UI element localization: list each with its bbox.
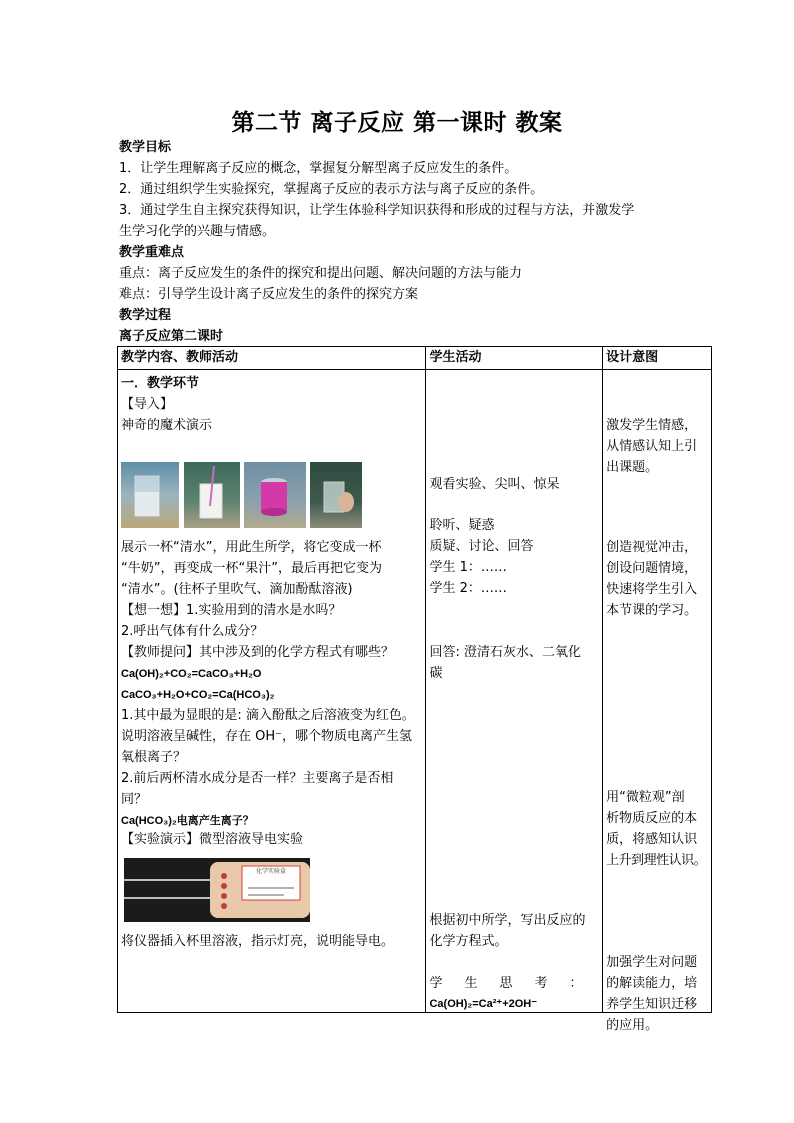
teacher-line: 1.其中最为显眼的是: 滴入酚酞之后溶液变为红色。 [121,708,415,723]
student-line: 学生 2：…… [429,581,507,596]
intent-line: 快速将学生引入 [606,582,698,597]
objectives-heading: 教学目标 [119,140,172,155]
teacher-cell [118,370,426,1013]
student-cell [426,370,603,1013]
teacher-line: 神奇的魔术演示 [121,418,213,433]
student-line: 根据初中所学，写出反应的 [429,913,586,928]
student-line: 聆听、疑惑 [429,518,495,533]
header-teacher: 教学内容、教师活动 [118,347,426,370]
teacher-line: “清水”。(往杯子里吹气、滴加酚酞溶液) [121,582,353,597]
intent-line: 从情感认知上引 [606,439,698,454]
teacher-line: 【想一想】1.实验用到的清水是水吗？ [121,603,342,618]
intent-cell [603,370,712,1033]
photo-conductivity-device [124,858,310,922]
intent-line: 本节课的学习。 [606,603,698,618]
intent-line: 用“微粒观”剖 [606,790,685,805]
equation: Ca(HCO₃)₂电离产生离子？ [121,815,254,827]
device-label: 化学实验盒 [255,868,286,875]
teacher-line: “牛奶”，再变成一杯“果汁”，最后再把它变为 [121,561,382,576]
teacher-line: 【实验演示】微型溶液导电实验 [121,832,304,847]
intent-line: 质，将感知认识 [606,832,698,847]
intent-line: 上升到理性认识。 [606,853,707,868]
teacher-line: 展示一杯“清水”，用此生所学，将它变成一杯 [121,540,382,555]
equation: CaCO₃+H₂O+CO₂=Ca(HCO₃)₂ [121,689,275,701]
student-line: 学生 1：…… [429,560,507,575]
intent-line: 创造视觉冲击， [606,540,698,555]
teacher-line: 将仪器插入杯里溶液，指示灯亮，说明能导电。 [121,934,395,949]
process-heading: 教学过程 [119,308,172,323]
equation: Ca(OH)₂=Ca²⁺+2OH⁻ [429,998,538,1010]
intent-line: 的应用。 [606,1018,659,1033]
teacher-line: 同？ [121,792,148,807]
student-line: 观看实验、尖叫、惊呆 [429,477,560,492]
intent-line: 析物质反应的本 [606,811,698,826]
student-line: 碳 [429,666,443,681]
intent-line: 加强学生对问题 [606,955,698,970]
difficult-point: 难点：引导学生设计离子反应发生的条件的探究方案 [119,287,419,302]
teacher-line: 【导入】 [121,397,174,412]
page-title: 第二节 离子反应 第一课时 教案 [231,110,563,136]
student-line: 学生思考： [429,976,605,991]
section-heading: 一．教学环节 [121,376,200,391]
photo-juice [244,462,306,528]
intent-line: 的解读能力，培 [606,976,698,991]
key-point: 重点：离子反应发生的条件的探究和提出问题、解决问题的方法与能力 [119,266,523,281]
student-line: 回答: 澄清石灰水、二氧化 [429,645,581,660]
header-student: 学生活动 [426,347,603,370]
teacher-line: 【教师提问】其中涉及到的化学方程式有哪些？ [121,645,395,660]
photo-milk [184,462,240,528]
student-line: 化学方程式。 [429,934,508,949]
equation: Ca(OH)₂+CO₂=CaCO₃+H₂O [121,668,262,680]
teacher-line: 说明溶液呈碱性，存在 OH⁻，哪个物质电离产生氢 [121,729,413,744]
header-intent: 设计意图 [603,347,712,370]
lesson-table [117,346,712,1033]
objective-item: 2．通过组织学生实验探究，掌握离子反应的表示方法与离子反应的条件。 [119,182,544,197]
objectives-section [119,137,699,347]
teacher-line: 2.呼出气体有什么成分？ [121,624,264,639]
intent-line: 养学生知识迁移 [606,997,698,1012]
teacher-line: 2.前后两杯清水成分是否一样？主要离子是否相 [121,771,394,786]
student-line: 质疑、讨论、回答 [429,539,534,554]
intent-line: 激发学生情感， [606,418,698,433]
photo-clear-water [121,462,179,528]
keypoints-heading: 教学重难点 [119,245,185,260]
intent-line: 出课题。 [606,460,659,475]
intent-line: 创设问题情境， [606,561,698,576]
process-subheading: 离子反应第二课时 [119,329,224,344]
photo-clear-again [310,462,362,528]
table-row [118,370,712,1013]
objective-item: 3．通过学生自主探究获得知识，让学生体验科学知识获得和形成的过程与方法，并激发学 [119,203,635,218]
teacher-line: 氧根离子？ [121,750,187,765]
objective-item: 生学习化学的兴趣与情感。 [119,224,276,239]
table-header-row [118,347,712,370]
objective-item: 1．让学生理解离子反应的概念，掌握复分解型离子反应发生的条件。 [119,161,518,176]
